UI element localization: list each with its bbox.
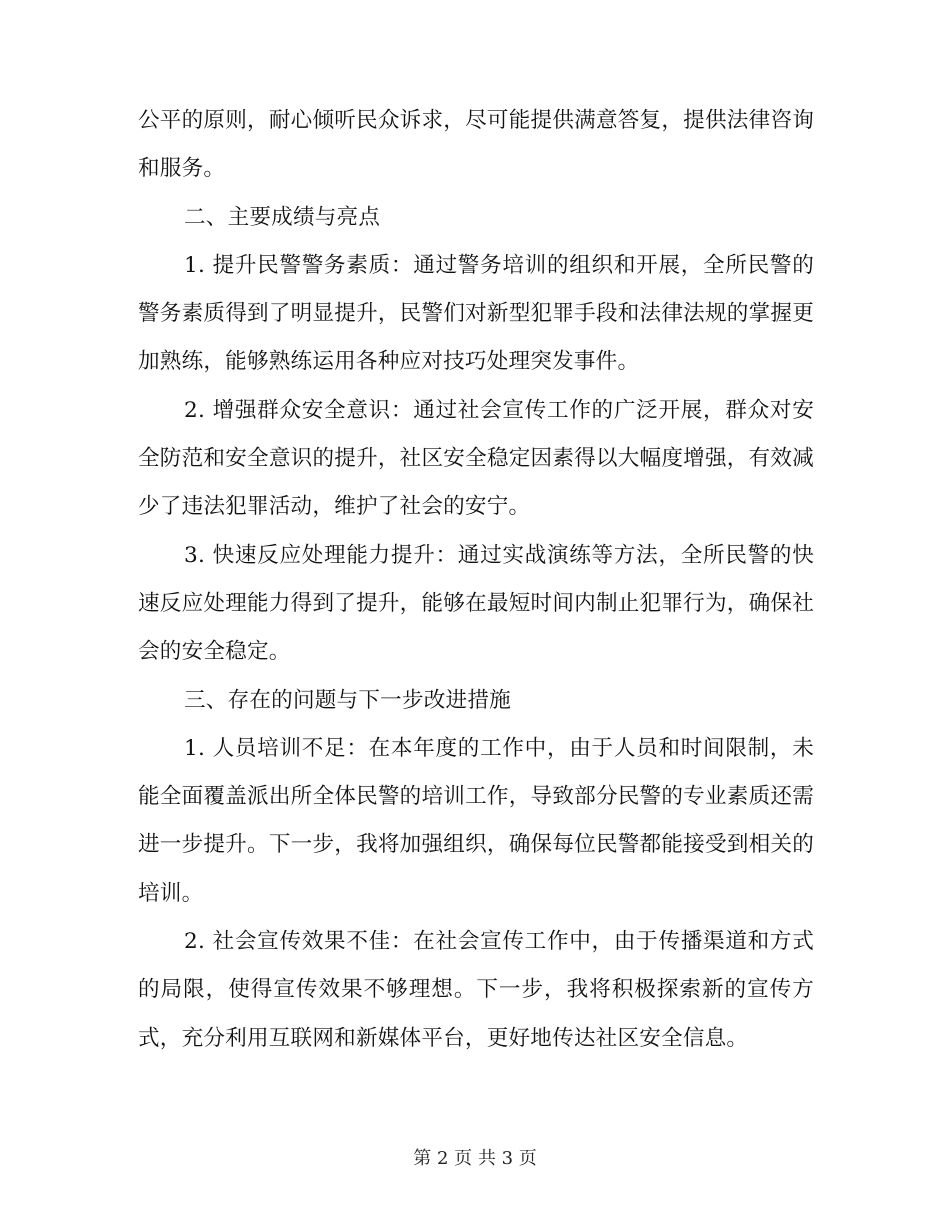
paragraph-achievement-2: 2. 增强群众安全意识：通过社会宣传工作的广泛开展，群众对安全防范和安全意识的提升，社区安全稳定因素得以大幅度增强，有效减少了违法犯罪活动，维护了社会的安宁。: [138, 397, 814, 520]
paragraph-achievement-1: 1. 提升民警警务素质：通过警务培训的组织和开展，全所民警的警务素质得到了明显提升，民警们对新型犯罪手段和法律法规的掌握更加熟练，能够熟练运用各种应对技巧处理突发事件。: [138, 252, 814, 375]
paragraph-continuation: 公平的原则，耐心倾听民众诉求，尽可能提供满意答复，提供法律咨询和服务。: [138, 108, 814, 182]
page-number-footer: 第 2 页 共 3 页: [413, 1148, 537, 1169]
paragraph-problem-2: 2. 社会宣传效果不佳：在社会宣传工作中，由于传播渠道和方式的局限，使得宣传效果不够理想。下一步，我将积极探索新的宣传方式，充分利用互联网和新媒体平台，更好地传达社区安全信息。: [138, 929, 814, 1051]
body-text: [138, 97, 814, 1063]
section-heading-achievements: 二、主要成绩与亮点: [184, 204, 381, 230]
section-heading-problems: 三、存在的问题与下一步改进措施: [184, 687, 511, 713]
paragraph-problem-1: 1. 人员培训不足：在本年度的工作中，由于人员和时间限制，未能全面覆盖派出所全体民警的培训工作，导致部分民警的专业素质还需进一步提升。下一步，我将加强组织，确保每位民警都能接受到相关的培训。: [138, 735, 814, 906]
paragraph-achievement-3: 3. 快速反应处理能力提升：通过实战演练等方法，全所民警的快速反应处理能力得到了提升，能够在最短时间内制止犯罪行为，确保社会的安全稳定。: [138, 542, 814, 665]
